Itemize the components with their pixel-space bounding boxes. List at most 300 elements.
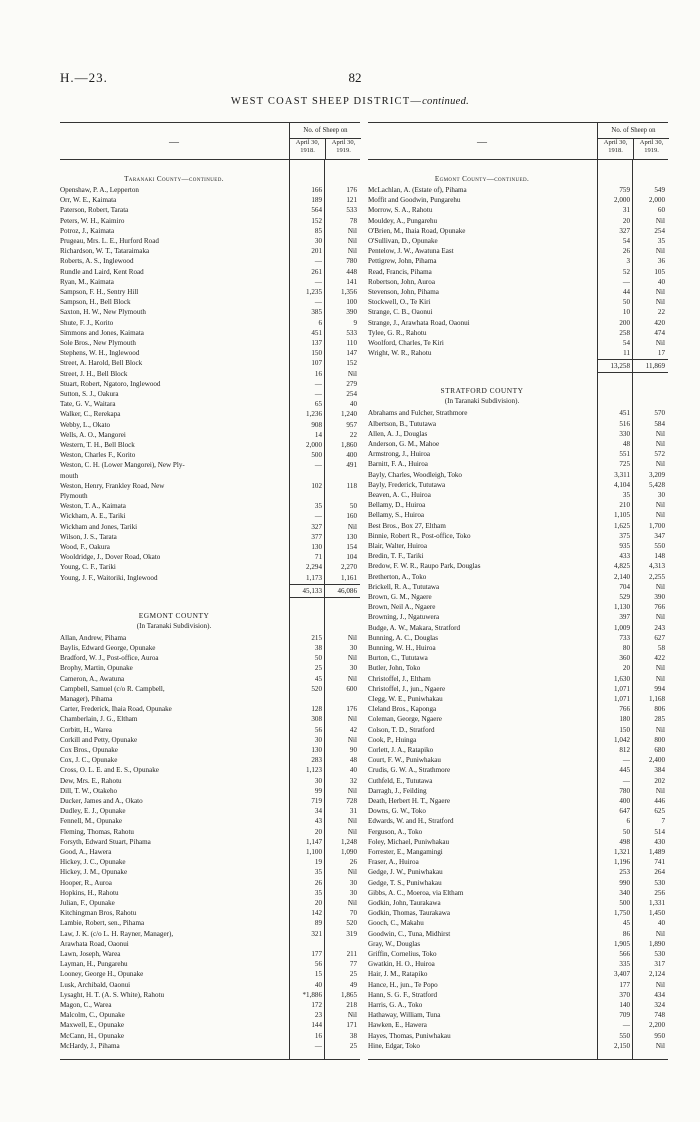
row-name: Tylee, G. R., Rahotu xyxy=(368,328,427,337)
row-count-1918: 65 xyxy=(314,400,322,409)
row-count-1918: 3 xyxy=(626,257,630,266)
table-row xyxy=(60,491,360,501)
table-row xyxy=(368,827,668,837)
row-count-1918: 35 xyxy=(314,868,322,877)
row-count-1918: 321 xyxy=(311,929,322,938)
row-count-1919: 202 xyxy=(654,776,665,785)
row-count-1918: 719 xyxy=(311,797,322,805)
table-row xyxy=(60,573,360,583)
row-count-1919: 1,865 xyxy=(341,990,357,999)
right-table xyxy=(368,122,668,1060)
row-count-1919: 2,255 xyxy=(649,572,665,581)
row-name: Hickey, J. M., Opunake xyxy=(60,868,128,877)
row-name: Gray, W., Douglas xyxy=(368,939,421,948)
row-count-1919: 474 xyxy=(654,328,665,337)
row-count-1919: 40 xyxy=(657,277,665,286)
row-count-1919: 5,428 xyxy=(649,480,665,489)
row-count-1919: 430 xyxy=(654,837,665,846)
table-row xyxy=(368,226,668,236)
row-count-1918: 50 xyxy=(314,654,322,663)
table-row xyxy=(368,765,668,775)
row-count-1918: 360 xyxy=(619,654,630,663)
row-name: Baylis, Edward George, Opunake xyxy=(60,644,156,652)
row-count-1918: 2,000 xyxy=(306,441,322,449)
row-name: Wickham and Jones, Tariki xyxy=(60,522,138,531)
row-name: Strange, C. B., Oaonui xyxy=(368,308,433,317)
row-name: Sampson, H., Bell Block xyxy=(60,298,131,307)
row-count-1919: 400 xyxy=(346,451,357,460)
row-count-1918: 1,147 xyxy=(306,837,322,846)
row-count-1918: — xyxy=(314,277,322,286)
row-name: Brophy, Martin, Opunake xyxy=(60,664,133,673)
row-count-1918: 15 xyxy=(314,970,322,979)
row-name: Wells, A. O., Mangorei xyxy=(60,430,126,439)
row-count-1918: 30 xyxy=(314,776,322,785)
row-count-1918: 258 xyxy=(619,328,630,337)
table-row xyxy=(60,704,360,714)
row-count-1918: 54 xyxy=(622,237,630,245)
table-row xyxy=(368,867,668,877)
row-count-1918: 6 xyxy=(626,817,630,826)
table-row xyxy=(368,694,668,704)
table-row xyxy=(368,745,668,755)
row-count-1918: 137 xyxy=(311,339,322,347)
row-name: Bellamy, D., Huiroa xyxy=(368,501,426,510)
row-count-1918: 189 xyxy=(311,196,322,205)
row-count-1919: 110 xyxy=(346,339,357,347)
row-count-1919: 141 xyxy=(346,277,357,286)
table-row xyxy=(60,307,360,317)
row-name: Tate, G. V., Waitara xyxy=(60,400,116,409)
row-count-1919: 30 xyxy=(657,491,665,499)
row-count-1919: 549 xyxy=(654,186,665,194)
row-name: Peters, W. H., Kaimiro xyxy=(60,216,125,225)
table-row xyxy=(60,857,360,867)
row-count-1919: 600 xyxy=(346,684,357,693)
row-count-1918: 172 xyxy=(311,1001,322,1009)
row-name: Law, J. K. (c/o L. H. Rayner, Manager), xyxy=(60,929,174,938)
row-name: Wright, W. R., Rahotu xyxy=(368,349,432,358)
table-row xyxy=(60,256,360,266)
row-name: Cox Bros., Opunake xyxy=(60,746,118,754)
row-name: Read, Francis, Pihama xyxy=(368,267,432,276)
row-count-1919: 1,700 xyxy=(649,521,665,530)
row-name: Gwatkin, H. O., Huiroa xyxy=(368,960,435,969)
row-count-1918: 330 xyxy=(619,429,630,438)
row-count-1918: 20 xyxy=(622,664,630,673)
row-name: Downs, G. W., Toko xyxy=(368,807,426,816)
row-count-1918: 1,236 xyxy=(306,410,322,419)
row-name: Woolford, Charles, Te Kiri xyxy=(368,339,444,347)
row-count-1919: 256 xyxy=(654,888,665,897)
row-count-1919: 748 xyxy=(654,1011,665,1020)
row-name: Weston, Henry, Frankley Road, New xyxy=(60,481,165,490)
row-count-1919: 148 xyxy=(654,552,665,561)
table-row xyxy=(368,959,668,969)
row-name: Street, J. H., Bell Block xyxy=(60,369,128,378)
row-count-1919: 218 xyxy=(346,1001,357,1009)
section-title: EGMONT COUNTY xyxy=(138,610,210,620)
row-name: Bunning, A. C., Douglas xyxy=(368,633,438,642)
table-row xyxy=(60,847,360,857)
row-count-1919: Nil xyxy=(347,674,357,683)
row-count-1918: 71 xyxy=(314,553,322,562)
row-count-1918: 89 xyxy=(314,919,322,928)
table-row xyxy=(60,786,360,796)
row-count-1918: 45 xyxy=(314,674,322,683)
table-row xyxy=(368,348,668,358)
row-count-1919: Nil xyxy=(655,429,665,438)
total-1919: 46,086 xyxy=(337,586,357,595)
row-name: McLachlan, A. (Estate of), Pihama xyxy=(368,186,467,194)
row-name: Hopkins, H., Rahotu xyxy=(60,888,119,897)
table-row xyxy=(368,449,668,459)
table-row xyxy=(60,816,360,826)
row-count-1918: 99 xyxy=(314,786,322,795)
row-count-1918: 45 xyxy=(622,919,630,928)
row-count-1919: Nil xyxy=(655,929,665,938)
row-count-1918: 1,173 xyxy=(306,573,322,582)
row-count-1918: 150 xyxy=(311,349,322,358)
table-row xyxy=(368,216,668,226)
table-row xyxy=(60,297,360,307)
row-count-1918: 335 xyxy=(619,960,630,969)
row-name: Paterson, Robert, Tarata xyxy=(60,206,129,215)
row-count-1919: 31 xyxy=(349,807,357,816)
table-row xyxy=(368,776,668,786)
row-name: Shute, F. J., Korito xyxy=(60,318,114,327)
row-count-1919: Nil xyxy=(655,298,665,307)
table-row xyxy=(368,307,668,317)
page-number: 82 xyxy=(348,70,362,85)
row-count-1918: 166 xyxy=(311,186,322,194)
row-name: Ducker, James and A., Okato xyxy=(60,797,143,805)
row-name: Pentelow, J. W., Awatuna East xyxy=(368,247,454,256)
row-name: Godkin, John, Taurakawa xyxy=(368,899,441,907)
row-name: Weston, T. A., Kaimata xyxy=(60,502,126,511)
year-1919-header: April 30, 1919. xyxy=(633,139,669,159)
row-name: Simmons and Jones, Kaimata xyxy=(60,328,144,337)
row-count-1919: 121 xyxy=(346,196,357,205)
row-name: Strange, J., Arawhata Road, Oaonui xyxy=(368,318,470,327)
section-title: Taranaki County—continued. xyxy=(124,175,224,183)
row-name: Walker, C., Rerekapa xyxy=(60,410,121,419)
row-count-1919: 950 xyxy=(654,1031,665,1040)
row-count-1918: 43 xyxy=(314,817,322,826)
row-count-1919: 728 xyxy=(346,797,357,805)
table-row xyxy=(60,959,360,969)
table-row xyxy=(60,714,360,724)
table-row xyxy=(60,633,360,643)
row-count-1918: 16 xyxy=(314,369,322,378)
row-name: Cleland Bros., Kaponga xyxy=(368,705,437,714)
row-name: Fraser, A., Huiroa xyxy=(368,858,419,867)
row-count-1919: 50 xyxy=(349,502,357,511)
row-count-1919: 38 xyxy=(349,1031,357,1040)
row-count-1918: 142 xyxy=(311,909,322,918)
row-name: Gedge, T. S., Puniwhakau xyxy=(368,878,442,887)
row-count-1918: 102 xyxy=(311,481,322,490)
row-count-1918: 56 xyxy=(314,725,322,734)
row-count-1918: — xyxy=(622,776,630,785)
row-name: Bredin, T. F., Tariki xyxy=(368,552,424,561)
year-1918-header: April 30, 1918. xyxy=(295,139,320,154)
row-name: Cameron, A., Awatuna xyxy=(60,674,125,683)
table-row xyxy=(60,1020,360,1030)
table-row xyxy=(368,267,668,277)
table-row xyxy=(60,776,360,786)
row-count-1918: 1,009 xyxy=(614,623,630,632)
row-count-1918: — xyxy=(622,1021,630,1030)
row-count-1918: 128 xyxy=(311,705,322,714)
row-count-1919: Nil xyxy=(655,980,665,989)
table-row xyxy=(368,531,668,541)
row-count-1919: Nil xyxy=(347,1011,357,1020)
row-count-1919: 1,161 xyxy=(341,573,357,582)
row-count-1919: 1,450 xyxy=(649,909,665,918)
row-count-1918: 10 xyxy=(622,308,630,317)
table-row xyxy=(60,195,360,205)
table-row xyxy=(368,929,668,939)
row-count-1918: 1,196 xyxy=(614,858,630,867)
row-count-1919: 48 xyxy=(349,756,357,765)
row-count-1919: 800 xyxy=(654,735,665,744)
row-count-1919: 347 xyxy=(654,531,665,540)
table-row xyxy=(368,439,668,449)
row-name: Hair, J. M., Ratapiko xyxy=(368,970,428,979)
row-count-1918: 25 xyxy=(314,664,322,673)
row-name: Julian, F., Opunake xyxy=(60,899,115,907)
row-count-1918: 6 xyxy=(318,318,322,327)
row-count-1918: 812 xyxy=(619,746,630,754)
row-count-1919: 533 xyxy=(346,206,357,215)
row-count-1918: 1,071 xyxy=(614,695,630,703)
row-name: Moffit and Goodwin, Pungarehu xyxy=(368,196,461,205)
row-name: Young, C. F., Tariki xyxy=(60,563,116,572)
row-count-1919: Nil xyxy=(655,582,665,591)
table-row xyxy=(368,796,668,806)
row-count-1919: 7 xyxy=(661,817,665,826)
row-count-1918: 177 xyxy=(311,950,322,958)
table-row xyxy=(368,582,668,592)
sheep-count-header xyxy=(289,123,361,159)
row-count-1918: 1,905 xyxy=(614,939,630,948)
row-count-1918: 144 xyxy=(311,1021,322,1030)
row-count-1919: 520 xyxy=(346,919,357,928)
page-title xyxy=(0,96,700,107)
row-count-1918: 1,071 xyxy=(614,684,630,693)
row-count-1919: 530 xyxy=(654,950,665,958)
row-name: Hine, Edgar, Toko xyxy=(368,1041,420,1050)
row-name: Corlett, J. A., Ratapiko xyxy=(368,746,434,754)
section-subtitle: (In Taranaki Subdivision). xyxy=(136,621,212,630)
table-row xyxy=(368,969,668,979)
row-name: O'Sullivan, D., Opunake xyxy=(368,237,438,245)
row-count-1918: 23 xyxy=(314,1011,322,1020)
row-count-1919: 152 xyxy=(346,359,357,368)
row-count-1918: 327 xyxy=(311,522,322,531)
table-row xyxy=(368,470,668,480)
row-count-1918: 80 xyxy=(622,644,630,652)
row-name: Hathaway, William, Tuna xyxy=(368,1011,441,1020)
row-name: Foley, Michael, Puniwhakau xyxy=(368,837,450,846)
sheep-count-group-label: No. of Sheep on xyxy=(598,123,669,139)
row-name: Dill, T. W., Otakeho xyxy=(60,786,118,795)
row-count-1918: 38 xyxy=(314,644,322,652)
row-count-1918: — xyxy=(314,1041,322,1050)
row-name: Ryan, M., Kaimata xyxy=(60,277,114,286)
row-name: Richardson, W. T., Tataraimaka xyxy=(60,247,150,256)
row-count-1919: 1,890 xyxy=(649,939,665,948)
table-row xyxy=(60,430,360,440)
row-count-1918: 30 xyxy=(314,237,322,245)
row-count-1919: Nil xyxy=(347,522,357,531)
row-count-1918: 283 xyxy=(311,756,322,765)
table-row xyxy=(60,918,360,928)
row-count-1918: 30 xyxy=(314,735,322,744)
row-count-1918: 1,625 xyxy=(614,521,630,530)
row-count-1919: 584 xyxy=(654,419,665,428)
table-row xyxy=(60,939,360,949)
row-count-1919: 254 xyxy=(654,226,665,235)
row-name: Hann, S. G. F., Stratford xyxy=(368,990,437,999)
row-count-1918: 180 xyxy=(619,715,630,724)
table-row xyxy=(60,980,360,990)
row-count-1919: 154 xyxy=(346,543,357,551)
row-count-1919: 17 xyxy=(657,349,665,358)
row-name: Wooldridge, J., Dover Road, Okato xyxy=(60,553,161,562)
table-row xyxy=(368,521,668,531)
row-name: Gooch, C., Makahu xyxy=(368,919,424,928)
row-count-1918: — xyxy=(314,512,322,521)
table-row xyxy=(368,990,668,1000)
row-name: Robertson, John, Auroa xyxy=(368,277,435,286)
row-count-1918: 1,321 xyxy=(614,848,630,856)
row-name: Stockwell, O., Te Kiri xyxy=(368,298,431,307)
row-name: Clegg, W. E., Puniwhakau xyxy=(368,695,443,703)
row-count-1918: 152 xyxy=(311,216,322,225)
row-count-1919: Nil xyxy=(347,786,357,795)
row-count-1918: 935 xyxy=(619,542,630,550)
year-1918-header: April 30, 1918. xyxy=(603,139,628,154)
row-name: Western, T. H., Bell Block xyxy=(60,441,135,449)
row-name: Burton, C., Tututawa xyxy=(368,654,428,663)
row-name: Bredow, F. W. R., Raupo Park, Douglas xyxy=(368,562,481,571)
row-count-1919: 446 xyxy=(654,797,665,805)
row-count-1919: Nil xyxy=(655,460,665,469)
row-name: Barnitt, F. A., Huiroa xyxy=(368,460,428,469)
row-count-1918: 1,130 xyxy=(614,603,630,612)
table-row xyxy=(60,1010,360,1020)
row-count-1918: 16 xyxy=(314,1031,322,1040)
row-name: Manager), Pihama xyxy=(60,695,113,703)
row-count-1919: 384 xyxy=(654,766,665,775)
row-count-1919: 211 xyxy=(346,950,357,958)
row-count-1918: 85 xyxy=(314,226,322,235)
row-count-1918: 340 xyxy=(619,888,630,897)
table-row xyxy=(60,827,360,837)
table-row xyxy=(60,908,360,918)
row-name: Armstrong, J., Huiroa xyxy=(368,450,431,459)
row-name: Gedge, J. W., Puniwhakau xyxy=(368,868,443,877)
row-count-1918: 34 xyxy=(314,807,322,816)
row-count-1918: 377 xyxy=(311,532,322,541)
table-row xyxy=(60,929,360,939)
row-name: Griffin, Cornelius, Toko xyxy=(368,950,437,958)
table-row xyxy=(60,511,360,521)
table-row xyxy=(60,409,360,419)
row-count-1919: 3,209 xyxy=(649,470,665,479)
row-count-1918: 130 xyxy=(311,746,322,754)
row-count-1919: Nil xyxy=(655,674,665,683)
table-row xyxy=(368,704,668,714)
table-row xyxy=(368,602,668,612)
table-row xyxy=(60,338,360,348)
row-name: Potroz, J., Kaimata xyxy=(60,226,115,235)
row-name: Rundle and Laird, Kent Road xyxy=(60,267,144,276)
table-row xyxy=(368,643,668,653)
table-row xyxy=(60,552,360,562)
row-name: mouth xyxy=(60,471,79,480)
row-name: Magon, C., Warea xyxy=(60,1001,112,1009)
row-name: Godkin, Thomas, Taurakawa xyxy=(368,909,450,918)
row-count-1919: Nil xyxy=(347,654,357,663)
table-row xyxy=(368,1031,668,1041)
row-count-1918: 725 xyxy=(619,460,630,469)
table-row xyxy=(60,735,360,745)
row-count-1919: 2,124 xyxy=(649,970,665,979)
row-count-1919: Nil xyxy=(347,817,357,826)
row-count-1918: 564 xyxy=(311,206,322,215)
row-count-1919: 105 xyxy=(654,267,665,276)
table-row xyxy=(368,755,668,765)
section-subtitle: (In Taranaki Subdivision). xyxy=(444,397,520,406)
row-count-1918: 20 xyxy=(622,216,630,225)
row-name: Chamberlain, J. G., Eltham xyxy=(60,715,138,724)
row-count-1919: 9 xyxy=(353,318,357,327)
row-count-1918: 327 xyxy=(619,226,630,235)
row-count-1919: Nil xyxy=(655,440,665,448)
table-row xyxy=(60,246,360,256)
table-row xyxy=(60,796,360,806)
row-name: Anderson, G. M., Mahoe xyxy=(368,440,440,448)
row-count-1918: 20 xyxy=(314,827,322,836)
row-count-1919: Nil xyxy=(347,827,357,836)
row-name: Lysaght, H. T. (A. S. White), Rahotu xyxy=(60,990,165,999)
row-count-1919: Nil xyxy=(347,237,357,245)
row-count-1918: — xyxy=(622,277,630,286)
row-count-1919: 317 xyxy=(654,960,665,969)
row-count-1918: 40 xyxy=(314,980,322,989)
table-row xyxy=(60,653,360,663)
table-row xyxy=(368,297,668,307)
row-count-1918: 140 xyxy=(619,1001,630,1009)
row-count-1918: 35 xyxy=(314,502,322,511)
table-row xyxy=(60,318,360,328)
table-row xyxy=(60,745,360,755)
row-count-1918: 52 xyxy=(622,267,630,276)
table-row xyxy=(60,694,360,704)
row-count-1919: 58 xyxy=(657,644,665,652)
row-count-1919: 60 xyxy=(657,206,665,215)
row-count-1918: 733 xyxy=(619,633,630,642)
row-count-1919: 30 xyxy=(349,888,357,897)
row-count-1918: 400 xyxy=(619,797,630,805)
left-table-header xyxy=(60,123,360,160)
row-name: Sutton, S. J., Oakura xyxy=(60,390,119,398)
table-row xyxy=(60,663,360,673)
row-count-1919: 1,168 xyxy=(649,695,665,703)
